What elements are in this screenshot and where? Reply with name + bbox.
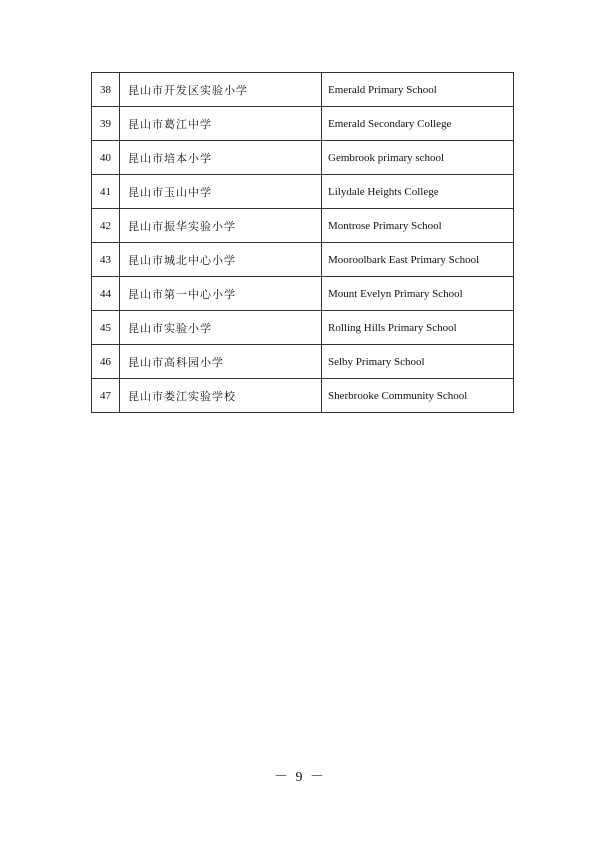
chinese-school-name: 昆山市实验小学 <box>120 311 322 345</box>
english-school-name: Montrose Primary School <box>322 209 514 243</box>
english-school-name: Mooroolbark East Primary School <box>322 243 514 277</box>
chinese-school-name: 昆山市玉山中学 <box>120 175 322 209</box>
row-number: 41 <box>92 175 120 209</box>
table-row <box>92 175 514 209</box>
row-number: 39 <box>92 107 120 141</box>
row-number: 46 <box>92 345 120 379</box>
english-school-name: Lilydale Heights College <box>322 175 514 209</box>
page-number: － 9 － <box>274 770 326 785</box>
chinese-school-name: 昆山市第一中心小学 <box>120 277 322 311</box>
table-row <box>92 107 514 141</box>
english-school-name: Selby Primary School <box>322 345 514 379</box>
table-row <box>92 243 514 277</box>
chinese-school-name: 昆山市娄江实验学校 <box>120 379 322 413</box>
table-row <box>92 277 514 311</box>
english-school-name: Gembrook primary school <box>322 141 514 175</box>
table-row <box>92 209 514 243</box>
row-number: 42 <box>92 209 120 243</box>
table-row <box>92 141 514 175</box>
table-row <box>92 73 514 107</box>
row-number: 40 <box>92 141 120 175</box>
english-school-name: Mount Evelyn Primary School <box>322 277 514 311</box>
chinese-school-name: 昆山市城北中心小学 <box>120 243 322 277</box>
row-number: 38 <box>92 73 120 107</box>
row-number: 44 <box>92 277 120 311</box>
english-school-name: Rolling Hills Primary School <box>322 311 514 345</box>
row-number: 45 <box>92 311 120 345</box>
table-row <box>92 379 514 413</box>
chinese-school-name: 昆山市葛江中学 <box>120 107 322 141</box>
chinese-school-name: 昆山市开发区实验小学 <box>120 73 322 107</box>
row-number: 47 <box>92 379 120 413</box>
row-number: 43 <box>92 243 120 277</box>
english-school-name: Emerald Primary School <box>322 73 514 107</box>
english-school-name: Sherbrooke Community School <box>322 379 514 413</box>
table-row <box>92 345 514 379</box>
english-school-name: Emerald Secondary College <box>322 107 514 141</box>
chinese-school-name: 昆山市振华实验小学 <box>120 209 322 243</box>
chinese-school-name: 昆山市培本小学 <box>120 141 322 175</box>
table-row <box>92 311 514 345</box>
chinese-school-name: 昆山市高科园小学 <box>120 345 322 379</box>
school-pairing-table <box>91 72 514 413</box>
